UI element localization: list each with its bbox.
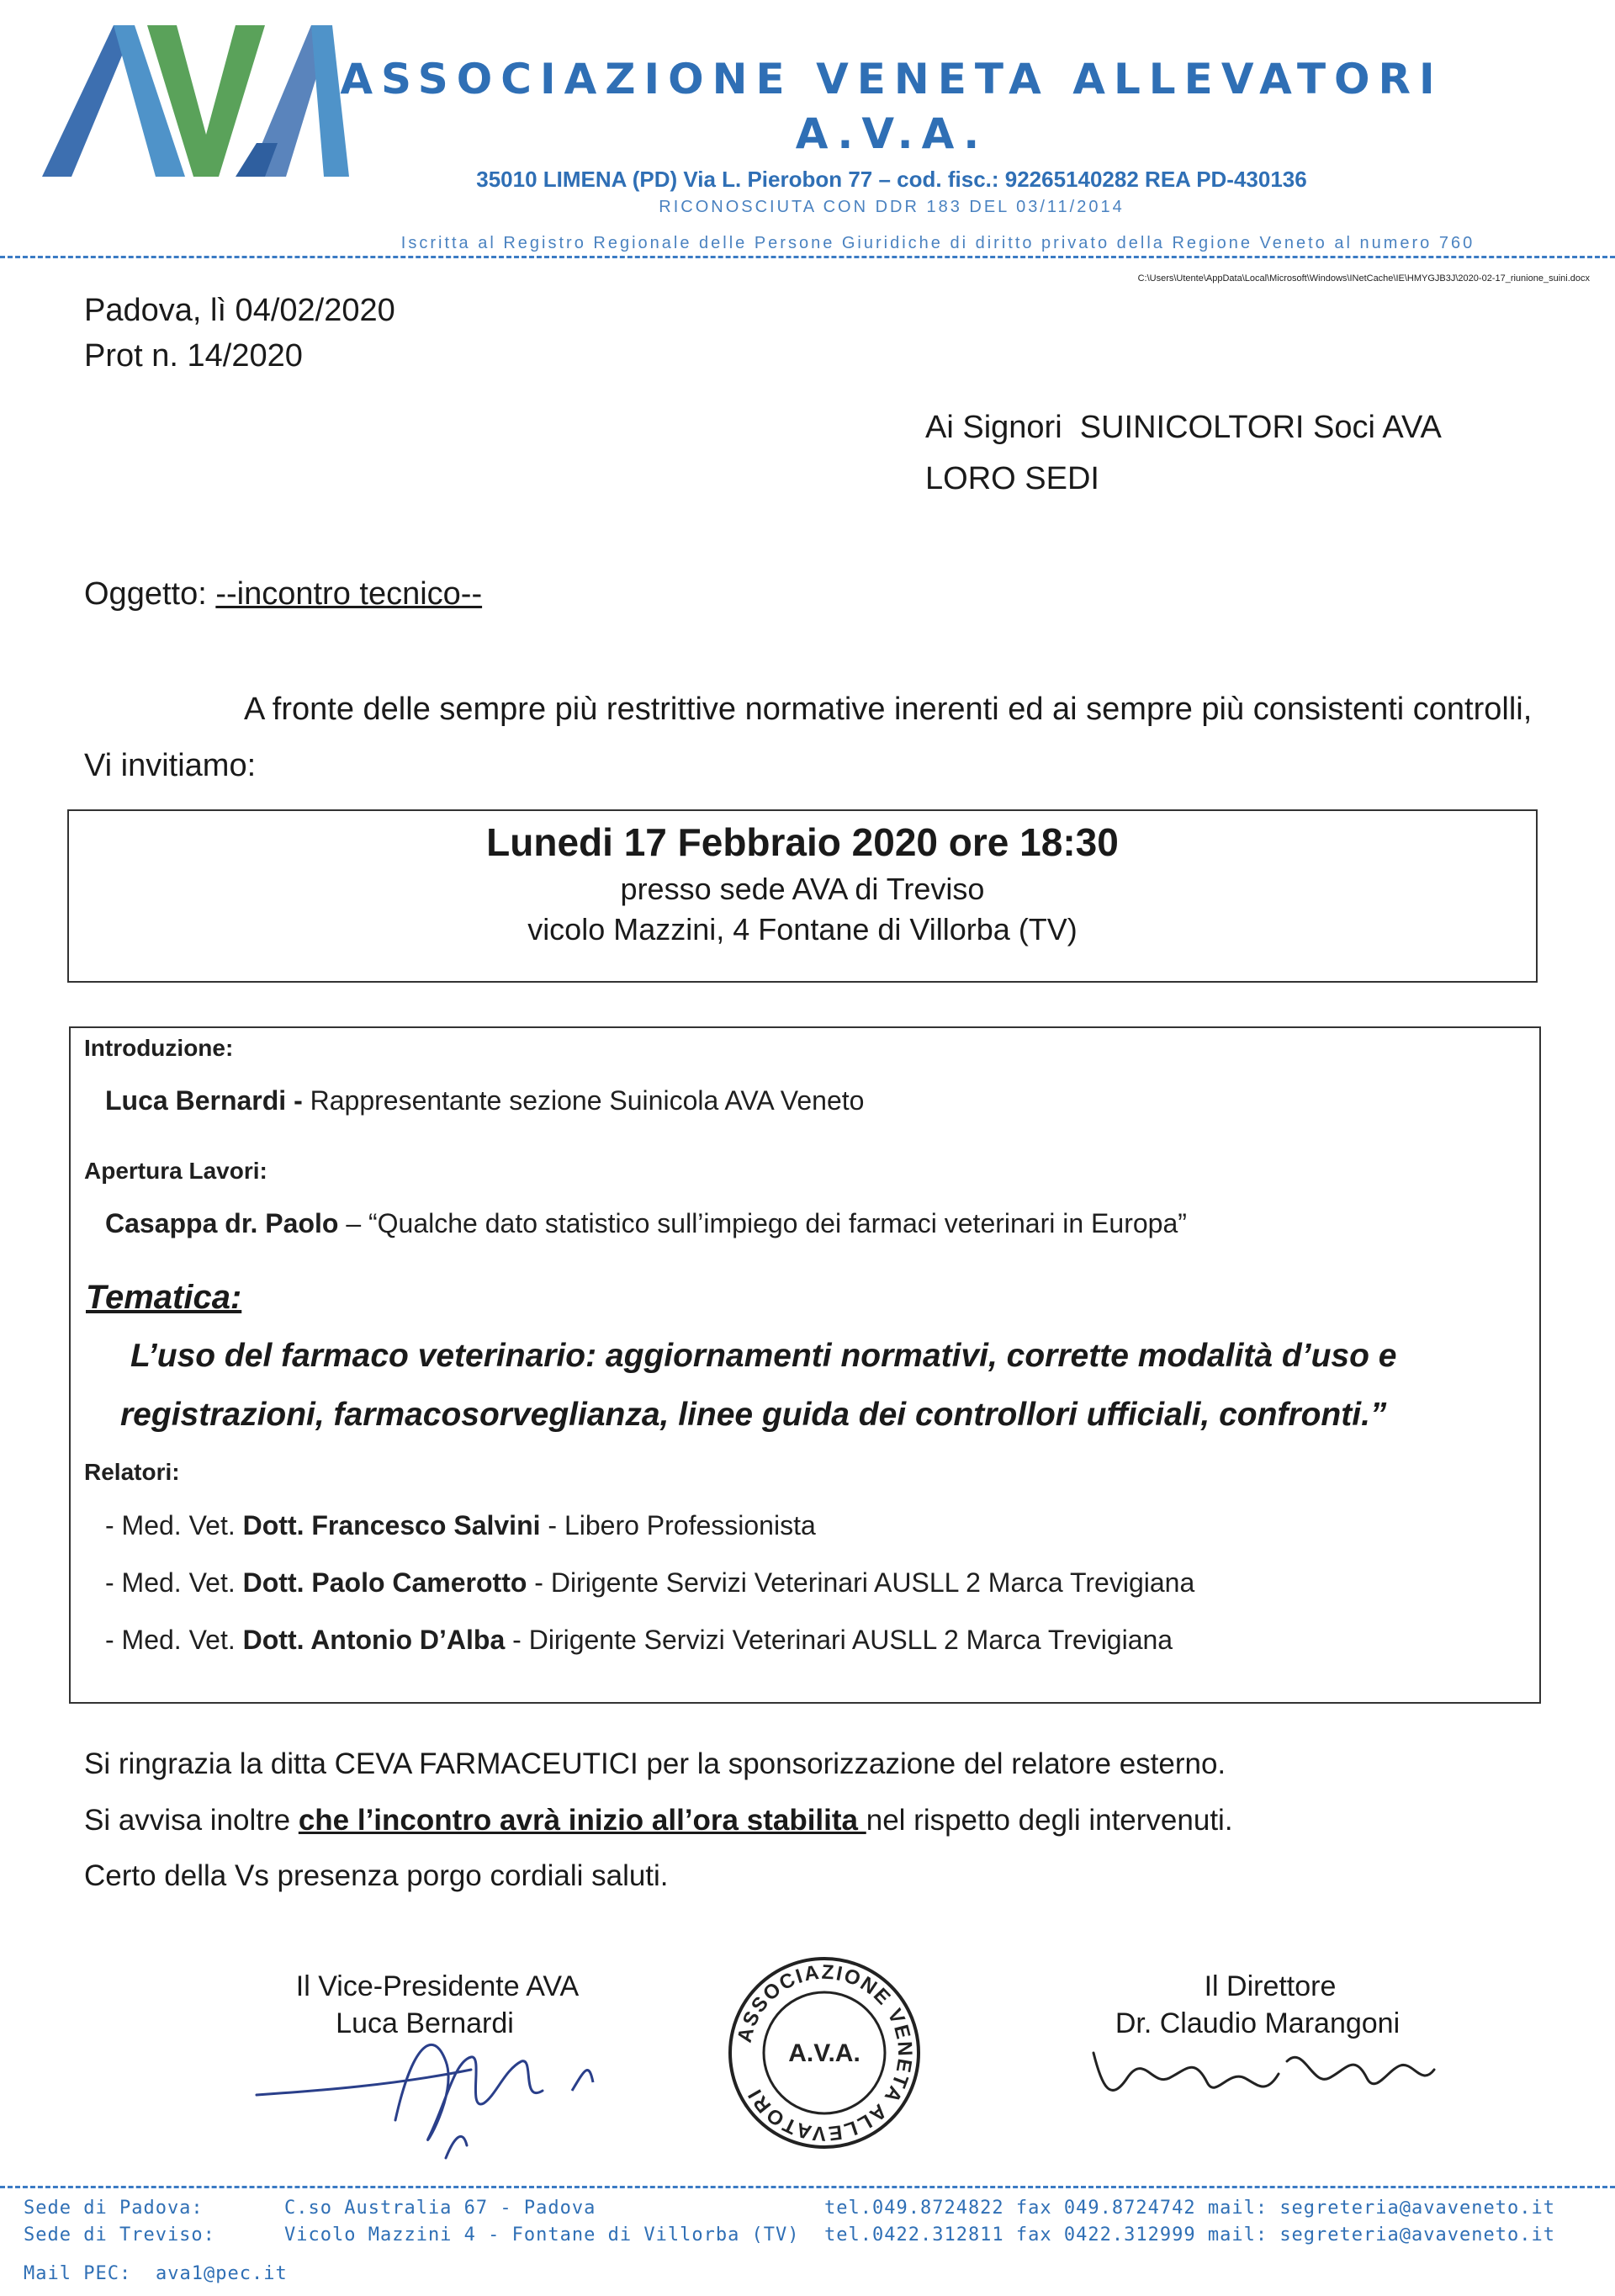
thanks-line: Si ringrazia la ditta CEVA FARMACEUTICI per la sponsorizzazione del relatore esterno. [84, 1747, 1226, 1780]
speaker-role: - Dirigente Servizi Veterinari AUSLL 2 Marca Trevigiana [505, 1625, 1173, 1655]
subject-label: Oggetto: [84, 576, 207, 612]
intro-speaker-role: Rappresentante sezione Suinicola AVA Veneto [302, 1085, 865, 1116]
notice-emphasis: che l’incontro avrà inizio all’ora stabilita [298, 1804, 866, 1837]
speaker-prefix: - Med. Vet. [105, 1567, 243, 1598]
event-address: vicolo Mazzini, 4 Fontane di Villorba (TV) [527, 912, 1078, 947]
footer-padova-address: C.so Australia 67 - Padova [284, 2198, 596, 2219]
speaker-role: - Dirigente Servizi Veterinari AUSLL 2 Marca Trevigiana [527, 1567, 1195, 1598]
speaker-row [105, 1510, 816, 1541]
protocol-number: Prot n. 14/2020 [84, 338, 303, 374]
right-signatory-name: Dr. Claudio Marangoni [1115, 2007, 1401, 2039]
stamp-center-text: A.V.A. [788, 2039, 860, 2067]
intro-speaker [105, 1085, 864, 1116]
speaker-prefix: - Med. Vet. [105, 1510, 243, 1540]
footer-padova-contacts: tel.049.8724822 fax 049.8724742 mail: segreteria@avaveneto.it [824, 2198, 1555, 2219]
speakers-label: Relatori: [84, 1459, 180, 1485]
event-box [67, 809, 1538, 983]
recipient-line-2: LORO SEDI [925, 461, 1099, 496]
opening-speaker [105, 1208, 1187, 1239]
right-signatory-title: Il Direttore [1204, 1970, 1337, 2002]
organization-acronym: A.V.A. [795, 109, 988, 158]
recipient-line-1: Ai Signori SUINICOLTORI Soci AVA [925, 410, 1442, 445]
registry-line: Iscritta al Registro Regionale delle Persone Giuridiche di diritto privato della Regione Veneto al numero 760 [400, 234, 1475, 252]
speaker-name: Dott. Paolo Camerotto [242, 1567, 527, 1598]
invite-line: Vi invitiamo: [84, 748, 257, 783]
file-path: C:\Users\Utente\AppData\Local\Microsoft\Windows\INetCache\IE\HMYGJB3J\2020-02-17_riunione_suini.docx [1137, 273, 1590, 284]
left-signatory-name: Luca Bernardi [336, 2007, 514, 2039]
opening-speaker-text: – “Qualche dato statistico sull’impiego dei farmaci veterinari in Europa” [338, 1208, 1187, 1238]
footer-padova-label: Sede di Padova: [24, 2198, 204, 2219]
speaker-prefix: - Med. Vet. [105, 1625, 243, 1655]
event-datetime: Lunedi 17 Febbraio 2020 ore 18:30 [486, 820, 1119, 864]
intro-label: Introduzione: [84, 1035, 234, 1061]
right-signature [1077, 2019, 1447, 2120]
left-signature [252, 2011, 639, 2179]
footer-pec-label: Mail PEC: [24, 2263, 132, 2284]
speaker-row [105, 1567, 1194, 1599]
organization-address: 35010 LIMENA (PD) Via L. Pierobon 77 – cod. fisc.: 92265140282 REA PD-430136 [476, 167, 1307, 192]
subject-value: --incontro tecnico-- [215, 576, 483, 612]
event-venue: presso sede AVA di Treviso [620, 872, 985, 906]
ava-logo [34, 8, 353, 185]
footer-treviso-contacts: tel.0422.312811 fax 0422.312999 mail: segreteria@avaveneto.it [824, 2224, 1555, 2246]
speaker-role: - Libero Professionista [540, 1510, 816, 1540]
header-divider [0, 256, 1615, 258]
notice-line [84, 1804, 1233, 1837]
footer-treviso-label: Sede di Treviso: [24, 2224, 215, 2246]
notice-suffix: nel rispetto degli intervenuti. [866, 1804, 1233, 1837]
speaker-name: Dott. Antonio D’Alba [242, 1625, 506, 1655]
footer-treviso-address: Vicolo Mazzini 4 - Fontane di Villorba (TV) [284, 2224, 800, 2246]
stamp-ring-text: ASSOCIAZIONE VENETA ALLEVATORI [733, 1960, 917, 2145]
greeting-line: Certo della Vs presenza porgo cordiali saluti. [84, 1859, 669, 1892]
opening-speaker-name: Casappa dr. Paolo [105, 1208, 339, 1238]
intro-line: A fronte delle sempre più restrittive normative inerenti ed ai sempre più consistenti controlli, [244, 692, 1533, 727]
opening-label: Apertura Lavori: [84, 1158, 267, 1184]
left-signatory-title: Il Vice-Presidente AVA [295, 1970, 580, 2002]
subject [84, 576, 482, 612]
tematica-label: Tematica: [86, 1279, 242, 1316]
recognition-line: RICONOSCIUTA CON DDR 183 DEL 03/11/2014 [659, 198, 1125, 216]
tematica-line-1: L’uso del farmaco veterinario: aggiornamenti normativi, corrette modalità d’uso e [130, 1338, 1397, 1374]
association-stamp [723, 1952, 925, 2154]
footer-pec-address[interactable]: ava1@pec.it [156, 2263, 288, 2284]
footer-divider [0, 2186, 1615, 2188]
speaker-row [105, 1625, 1173, 1656]
notice-prefix: Si avvisa inoltre [84, 1804, 299, 1837]
place-date: Padova, lì 04/02/2020 [84, 293, 395, 328]
speaker-name: Dott. Francesco Salvini [242, 1510, 541, 1540]
intro-speaker-name: Luca Bernardi - [105, 1085, 303, 1116]
tematica-line-2: registrazioni, farmacosorveglianza, linee guida dei controllori ufficiali, confronti.” [120, 1397, 1387, 1433]
organization-name: ASSOCIAZIONE VENETA ALLEVATORI [340, 55, 1443, 103]
